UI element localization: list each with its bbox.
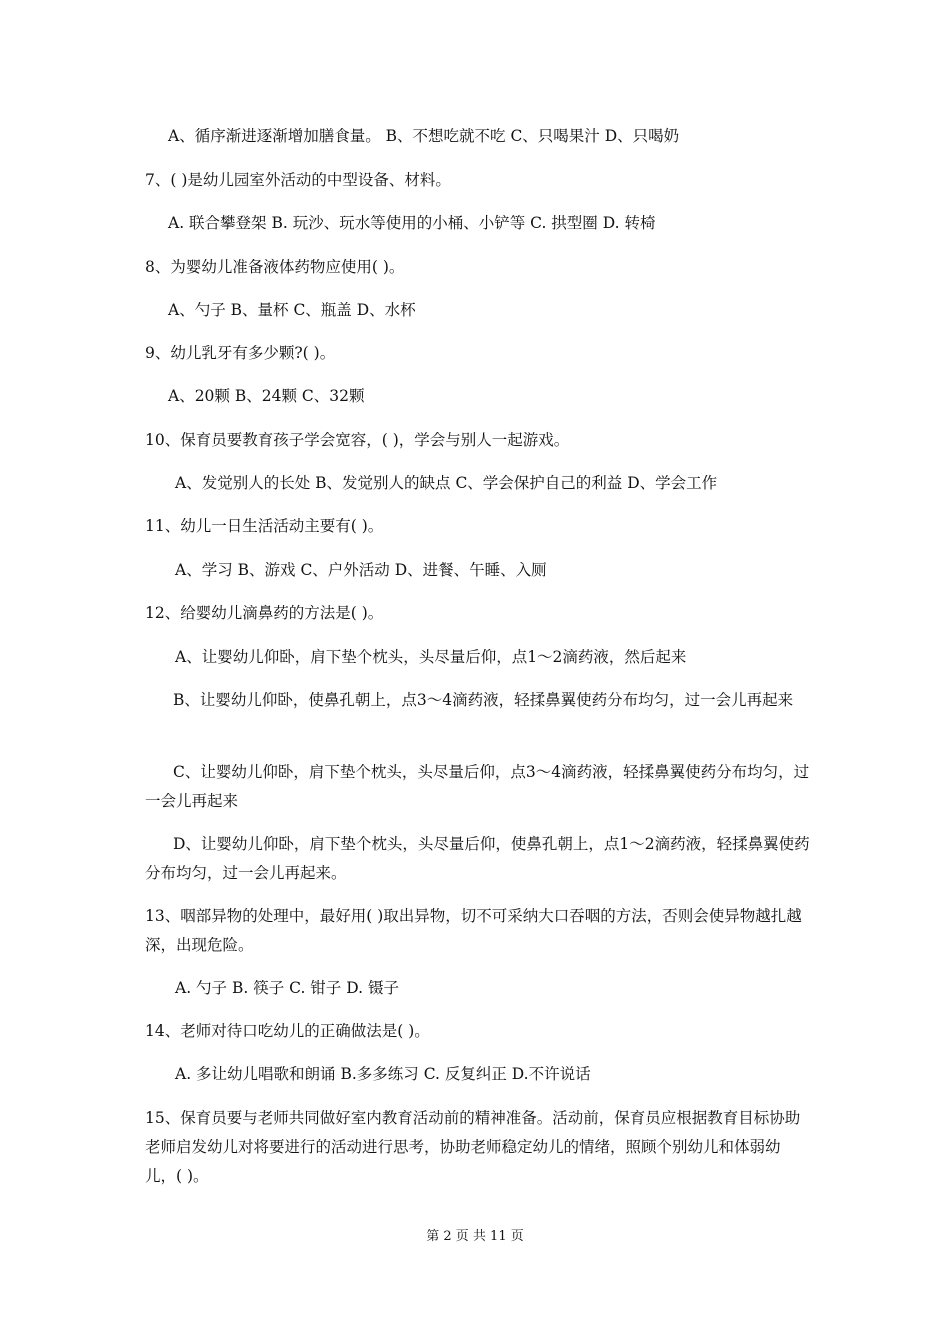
q7-options: A. 联合攀登架 B. 玩沙、玩水等使用的小桶、小铲等 C. 拱型圈 D. 转椅 <box>168 214 656 232</box>
q12-option-a: A、让婴幼儿仰卧，肩下垫个枕头，头尽量后仰，点1～2滴药液，然后起来 <box>175 648 687 666</box>
q15-question: 15、保育员要与老师共同做好室内教育活动前的精神准备。活动前，保育员应根据教育目标协助老师启发幼儿对将要进行的活动进行思考，协助老师稳定幼儿的情绪，照顾个别幼儿和体弱幼儿，( )。 <box>145 1109 801 1185</box>
q13-options: A. 勺子 B. 筷子 C. 钳子 D. 镊子 <box>175 979 399 997</box>
page-footer: 第 2 页 共 11 页 <box>426 1229 524 1244</box>
q8-question: 8、为婴幼儿准备液体药物应使用( )。 <box>145 258 405 276</box>
q10-options: A、发觉别人的长处 B、发觉别人的缺点 C、学会保护自己的利益 D、学会工作 <box>175 474 718 492</box>
q13-question: 13、咽部异物的处理中，最好用( )取出异物，切不可采纳大口吞咽的方法，否则会使异物越扎越深，出现危险。 <box>145 907 802 954</box>
q12-option-c: C、让婴幼儿仰卧，肩下垫个枕头，头尽量后仰，点3～4滴药液，轻揉鼻翼使药分布均匀，过一会儿再起来 <box>145 763 810 810</box>
q14-question: 14、老师对待口吃幼儿的正确做法是( )。 <box>145 1022 430 1040</box>
q12-option-d: D、让婴幼儿仰卧，肩下垫个枕头，头尽量后仰，使鼻孔朝上，点1～2滴药液，轻揉鼻翼使药分布均匀，过一会儿再起来。 <box>145 835 810 882</box>
q7-question: 7、( )是幼儿园室外活动的中型设备、材料。 <box>145 171 451 189</box>
q11-question: 11、幼儿一日生活活动主要有( )。 <box>145 517 384 535</box>
q9-question: 9、幼儿乳牙有多少颗?( )。 <box>145 344 336 362</box>
q9-options: A、20颗 B、24颗 C、32颗 <box>168 387 365 405</box>
q6-options: A、循序渐进逐渐增加膳食量。 B、不想吃就不吃 C、只喝果汁 D、只喝奶 <box>168 127 680 145</box>
q14-options: A. 多让幼儿唱歌和朗诵 B.多多练习 C. 反复纠正 D.不许说话 <box>175 1065 591 1083</box>
q12-question: 12、给婴幼儿滴鼻药的方法是( )。 <box>145 604 384 622</box>
q11-options: A、学习 B、游戏 C、户外活动 D、进餐、午睡、入厕 <box>175 561 547 579</box>
q10-question: 10、保育员要教育孩子学会宽容，( )，学会与别人一起游戏。 <box>145 431 570 449</box>
q12-option-b: B、让婴幼儿仰卧，使鼻孔朝上，点3～4滴药液，轻揉鼻翼使药分布均匀，过一会儿再起来 <box>173 691 794 709</box>
q8-options: A、勺子 B、量杯 C、瓶盖 D、水杯 <box>168 301 416 319</box>
